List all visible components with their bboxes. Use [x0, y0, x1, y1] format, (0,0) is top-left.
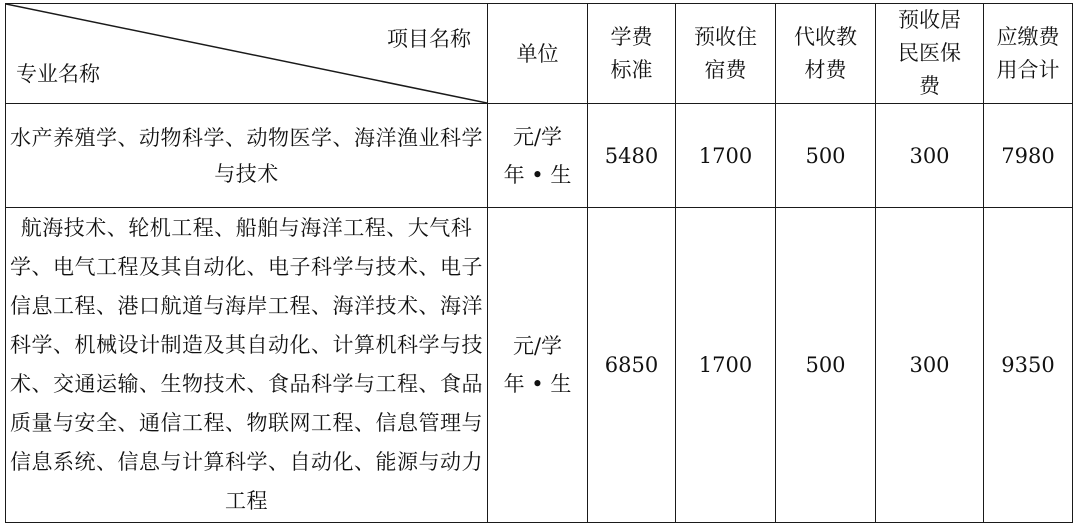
unit-line2: 年 • 生: [503, 162, 572, 187]
dorm-header-line1: 预收住: [694, 24, 757, 49]
dorm-cell: 1700: [676, 208, 776, 523]
table-row: [6, 104, 1073, 208]
medical-cell: 300: [876, 208, 984, 523]
textbook-header-line2: 材费: [804, 57, 847, 82]
medical-header-line1: 预收居: [898, 8, 961, 32]
textbook-cell: 500: [776, 208, 876, 523]
medical-header-line2: 民医保: [898, 41, 961, 65]
unit-header: 单位: [488, 4, 588, 104]
textbook-header-line1: 代收教: [794, 24, 857, 49]
tuition-header: [588, 4, 676, 104]
tuition-cell: 6850: [588, 208, 676, 523]
unit-line1: 元/学: [512, 334, 563, 358]
majors-cell: 水产养殖学、动物科学、动物医学、海洋渔业科学与技术: [6, 104, 488, 208]
medical-cell: 300: [876, 104, 984, 208]
dorm-cell: 1700: [676, 104, 776, 208]
majors-cell: 航海技术、轮机工程、船舶与海洋工程、大气科学、电气工程及其自动化、电子科学与技术、电子信息工程、港口航道与海岸工程、海洋技术、海洋科学、机械设计制造及其自动化、计算机科学与技术、交通运输、生物技术、食品科学与工程、食品质量与安全、通信工程、物联网工程、信息管理与信息系统、信息与计算科学、自动化、能源与动力工程: [6, 208, 488, 523]
textbook-header: [776, 4, 876, 104]
tuition-header-line2: 标准: [610, 57, 653, 82]
total-header-line1: 应缴费: [996, 24, 1060, 49]
fee-table: [5, 3, 1073, 523]
tuition-header-line1: 学费: [610, 24, 653, 49]
header-row: [6, 4, 1073, 104]
total-cell: 9350: [984, 208, 1073, 523]
total-header-line2: 用合计: [996, 57, 1060, 82]
total-cell: 7980: [984, 104, 1073, 208]
unit-line1: 元/学: [512, 124, 563, 149]
unit-line2: 年 • 生: [503, 372, 572, 396]
table-row: [6, 208, 1073, 523]
corner-header-cell: [6, 4, 488, 104]
tuition-cell: 5480: [588, 104, 676, 208]
dorm-header: [676, 4, 776, 104]
total-header: [984, 4, 1073, 104]
item-name-label: 项目名称: [387, 27, 471, 51]
medical-header-line3: 费: [919, 74, 940, 98]
major-name-label: 专业名称: [16, 62, 100, 86]
medical-header: [876, 4, 984, 104]
unit-cell: [488, 208, 588, 523]
textbook-cell: 500: [776, 104, 876, 208]
unit-cell: [488, 104, 588, 208]
dorm-header-line2: 宿费: [704, 57, 747, 82]
